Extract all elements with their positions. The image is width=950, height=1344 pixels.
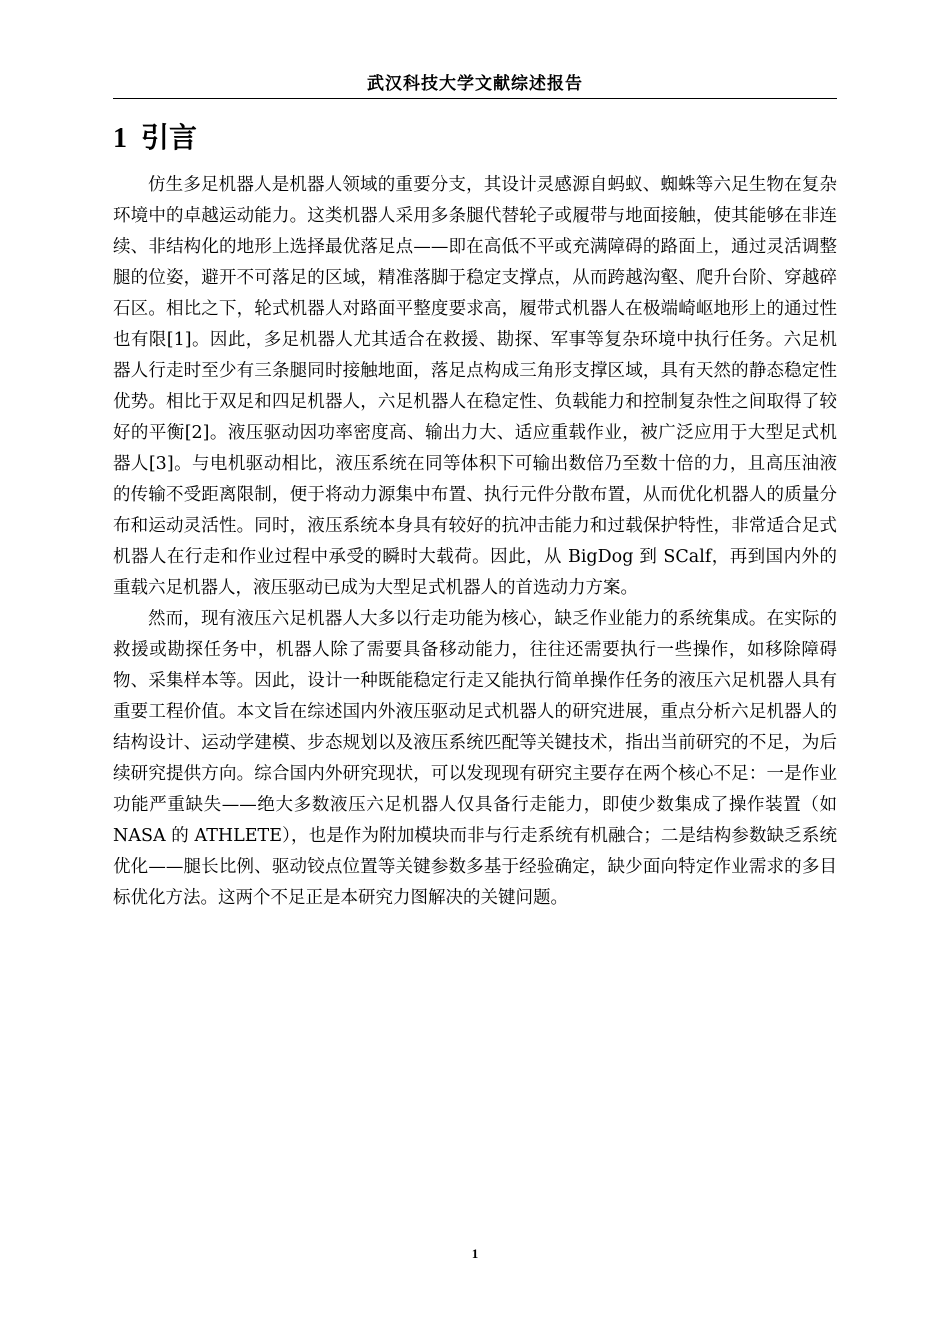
document-header-title: 武汉科技大学文献综述报告 [367,74,583,94]
body-text [113,170,837,914]
page-number: 1 [471,1246,479,1261]
section-heading [113,118,197,159]
section-number: 1 [113,123,127,154]
section-title: 引言 [141,121,198,154]
paragraph-1: 仿生多足机器人是机器人领域的重要分支，其设计灵感源自蚂蚁、蜘蛛等六足生物在复杂环境中的卓越运动能力。这类机器人采用多条腿代替轮子或履带与地面接触，使其能够在非连续、非结构化的地形上选择最优落足点——即在高低不平或充满障碍的路面上，通过灵活调整腿的位姿，避开不可落足的区域，精准落脚于稳定支撑点，从而跨越沟壑、爬升台阶、穿越碎石区。相比之下，轮式机器人对路面平整度要求高，履带式机器人在极端崎岖地形上的通过性也有限[1]。因此，多足机器人尤其适合在救援、勘探、军事等复杂环境中执行任务。六足机器人行走时至少有三条腿同时接触地面，落足点构成三角形支撑区域，具有天然的静态稳定性优势。相比于双足和四足机器人，六足机器人在稳定性、负载能力和控制复杂性之间取得了较好的平衡[2]。液压驱动因功率密度高、输出力大、适应重载作业，被广泛应用于大型足式机器人[3]。与电机驱动相比，液压系统在同等体积下可输出数倍乃至数十倍的力，且高压油液的传输不受距离限制，便于将动力源集中布置、执行元件分散布置，从而优化机器人的质量分布和运动灵活性。同时，液压系统本身具有较好的抗冲击能力和过载保护特性，非常适合足式机器人在行走和作业过程中承受的瞬时大载荷。因此，从 BigDog 到 SCalf，再到国内外的重载六足机器人，液压驱动已成为大型足式机器人的首选动力方案。 [113,175,837,598]
header-divider [113,98,837,99]
paragraph-2: 然而，现有液压六足机器人大多以行走功能为核心，缺乏作业能力的系统集成。在实际的救援或勘探任务中，机器人除了需要具备移动能力，往往还需要执行一些操作，如移除障碍物、采集样本等。因此，设计一种既能稳定行走又能执行简单操作任务的液压六足机器人具有重要工程价值。本文旨在综述国内外液压驱动足式机器人的研究进展，重点分析六足机器人的结构设计、运动学建模、步态规划以及液压系统匹配等关键技术，指出当前研究的不足，为后续研究提供方向。综合国内外研究现状，可以发现现有研究主要存在两个核心不足：一是作业功能严重缺失——绝大多数液压六足机器人仅具备行走能力，即使少数集成了操作装置（如 NASA 的 ATHLETE），也是作为附加模块而非与行走系统有机融合；二是结构参数缺乏系统优化——腿长比例、驱动铰点位置等关键参数多基于经验确定，缺少面向特定作业需求的多目标优化方法。这两个不足正是本研究力图解决的关键问题。 [113,609,837,908]
